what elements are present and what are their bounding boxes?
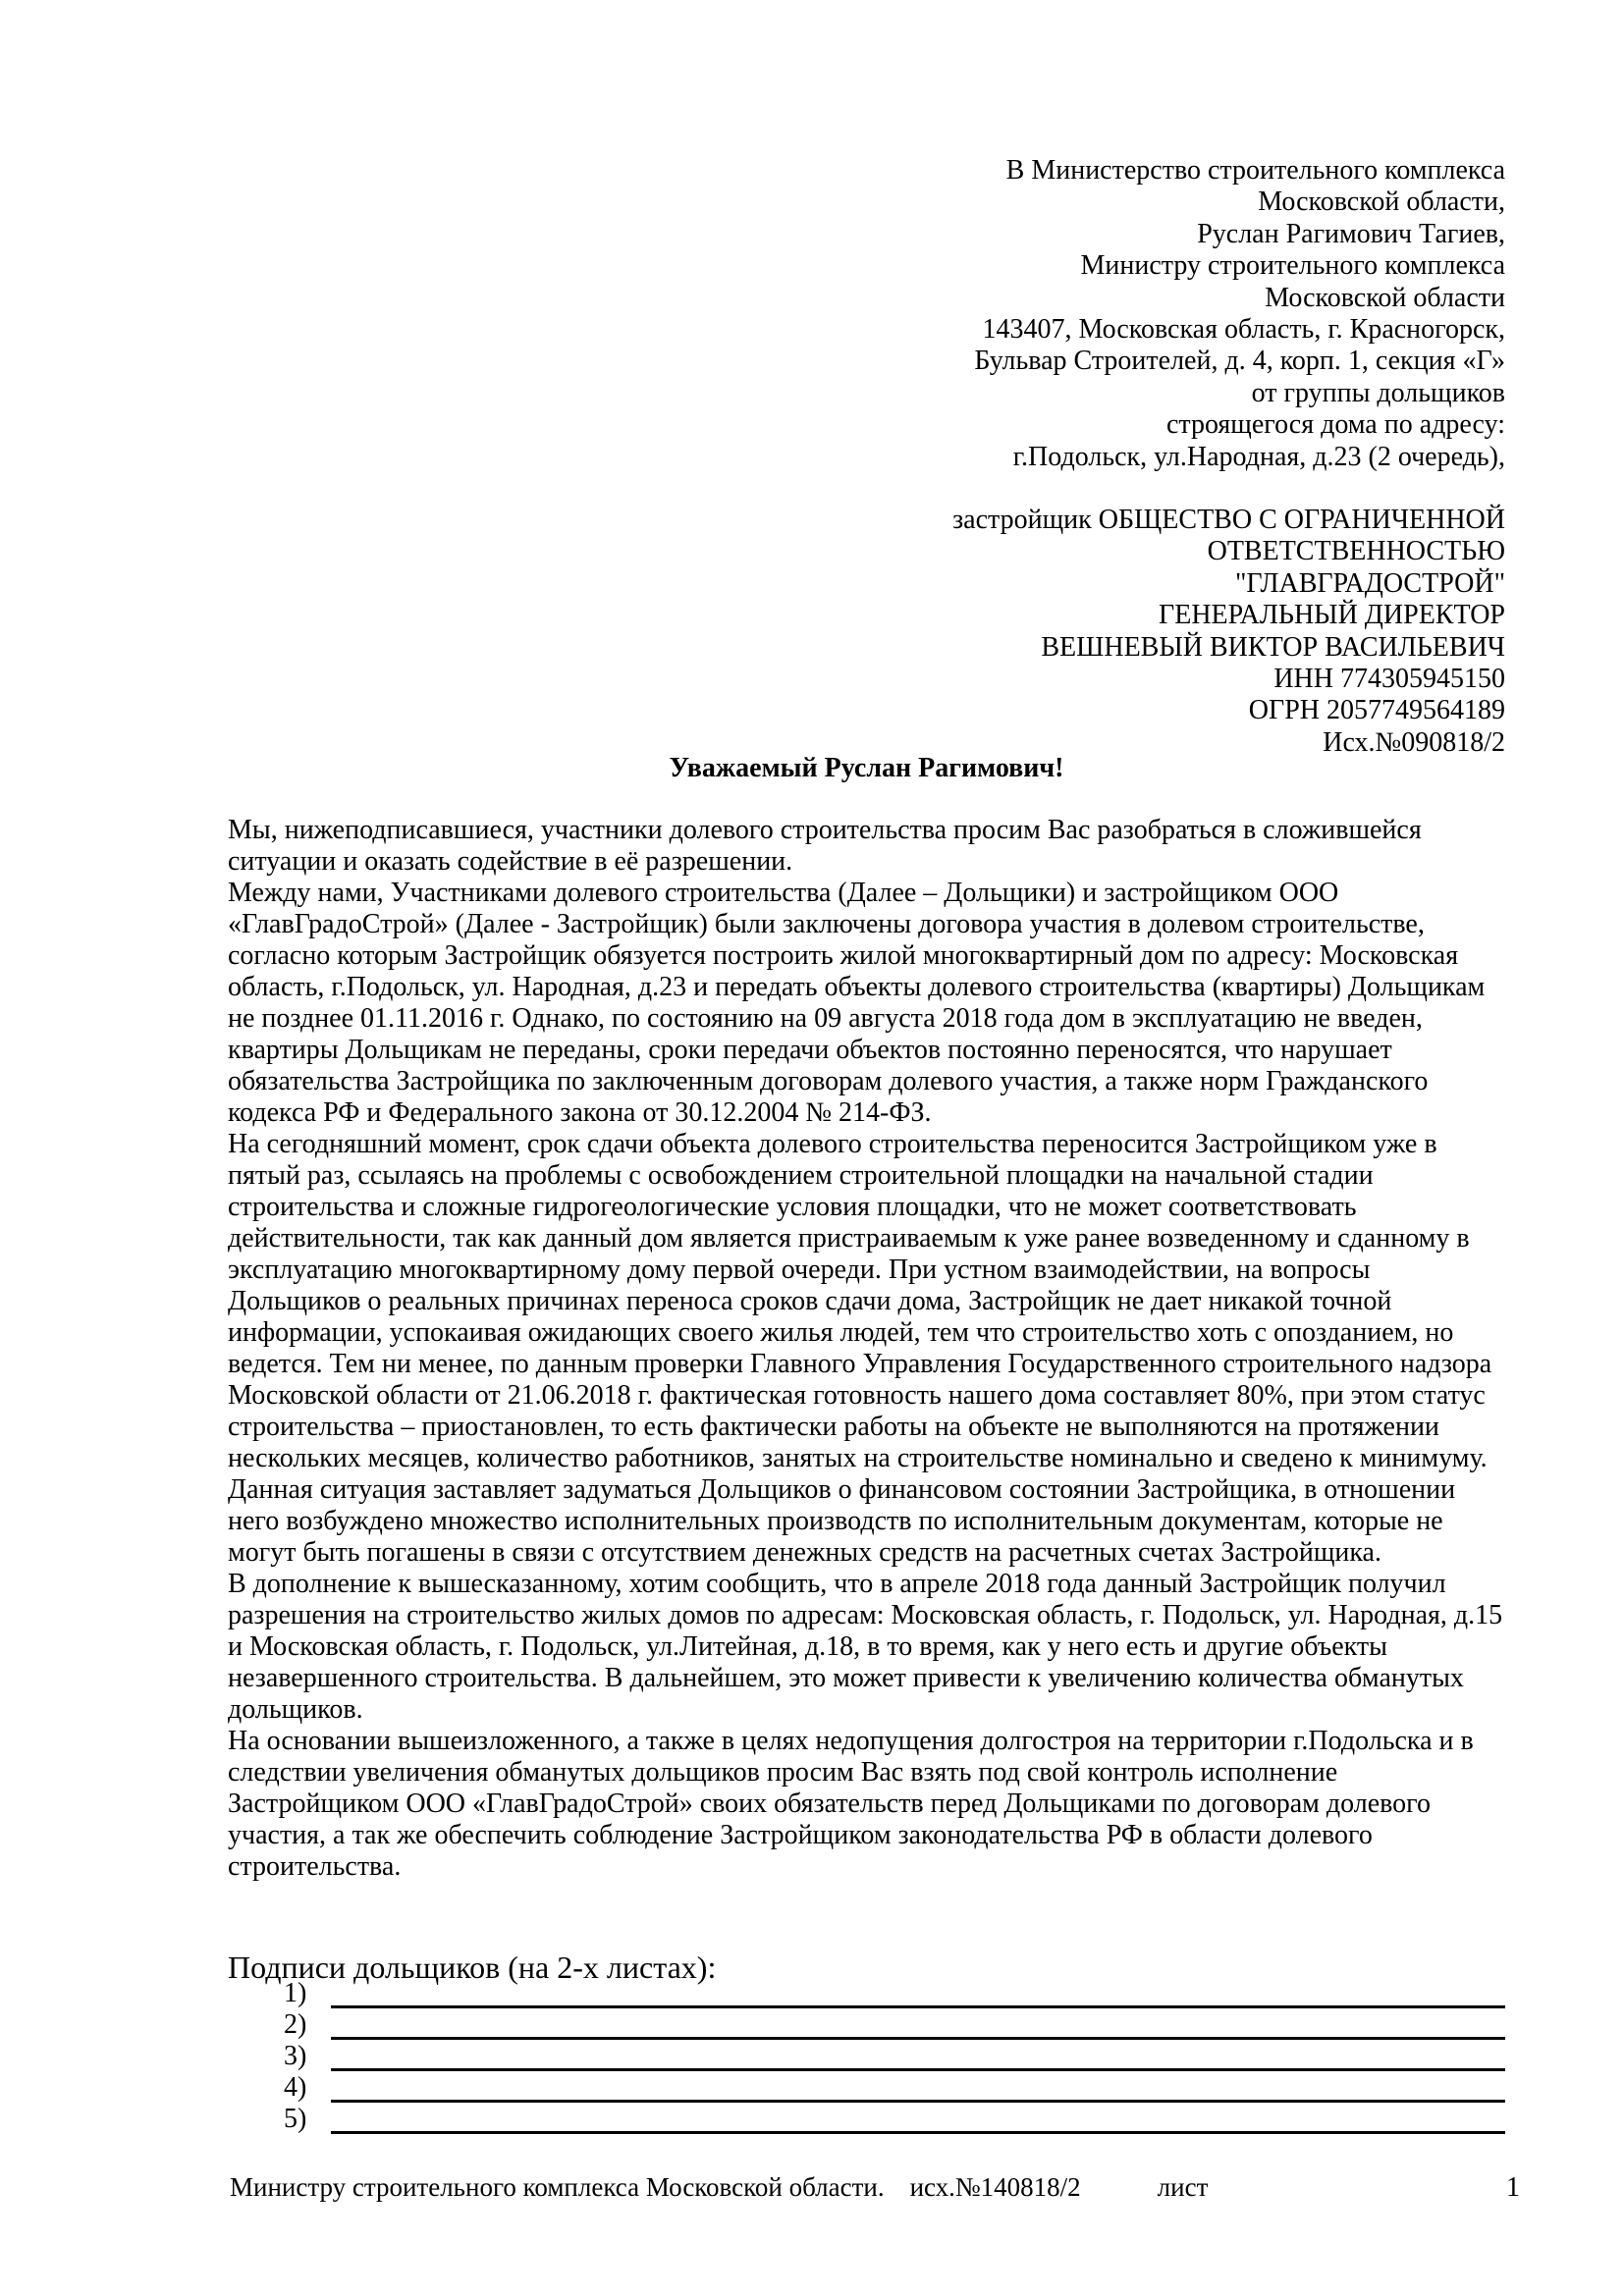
signature-row bbox=[228, 2008, 1505, 2040]
footer-sheet-label: лист bbox=[1157, 2172, 1209, 2202]
signature-number: 4) bbox=[284, 2072, 307, 2103]
footer-ref-number: исх.№140818/2 bbox=[909, 2172, 1081, 2202]
signature-line bbox=[331, 2008, 1505, 2040]
signature-line bbox=[331, 2071, 1505, 2103]
footer-page-number: 1 bbox=[1506, 2172, 1520, 2203]
page-footer bbox=[230, 2171, 1520, 2204]
signatures-heading: Подписи дольщиков (на 2-х листах): bbox=[228, 1949, 717, 1985]
footer-addressee: Министру строительного комплекса Московской области. bbox=[230, 2172, 885, 2202]
signature-number: 5) bbox=[284, 2104, 307, 2134]
signature-rows bbox=[228, 1977, 1505, 2134]
signature-row bbox=[228, 2103, 1505, 2134]
body-paragraph-contracts: Между нами, Участниками долевого строительства (Далее – Дольщики) и застройщиком ООО «ГлавГрадоСтрой» (Далее - Застройщик) были заключены договора участия в долевом строительстве, согласно которым Застройщик обязуется построить жилой многоквартирный дом по адресу: Московская область, г.Подольск, ул. Народная, д.23 и передать объекты долевого строительства (квартиры) Дольщикам не позднее 01.11.2016 г. Однако, по состоянию на 09 августа 2018 года дом в эксплуатацию не введен, квартиры Дольщикам не переданы, сроки передачи объектов постоянно переносятся, что нарушает обязательства Застройщика по заключенным договорам долевого участия, а также норм Гражданского кодекса РФ и Федерального закона от 30.12.2004 № 214-ФЗ. bbox=[228, 878, 1486, 1128]
signature-number: 3) bbox=[284, 2041, 307, 2071]
salutation-title: Уважаемый Руслан Рагимович! bbox=[669, 753, 1064, 783]
body-paragraph-delays: На сегодняшний момент, срок сдачи объекта долевого строительства переносится Застройщиком уже в пятый раз, ссылаясь на проблемы с освобождением строительной площадки на начальной стадии строительства и сложные гидрогеологические условия площадки, что не может соответствовать действительности, так как данный дом является пристраиваемым к уже ранее возведенному и сданному в эксплуатацию многоквартирному дому первой очереди. При устном взаимодействии, на вопросы Дольщиков о реальных причинах переноса сроков сдачи дома, Застройщик не дает никакой точной информации, успокаивая ожидающих своего жилья людей, тем что строительство хоть с опозданием, но ведется. Тем ни менее, по данным проверки Главного Управления Государственного строительного надзора Московской области от 21.06.2018 г. фактическая готовность нашего дома составляет 80%, при этом статус строительства – приостановлен, то есть фактически работы на объекте не выполняются на протяжении нескольких месяцев, количество работников, занятых на строительстве номинально и сведено к минимуму. bbox=[228, 1129, 1492, 1473]
signature-line bbox=[331, 2103, 1505, 2134]
recipient-address-block: В Министерство строительного комплекса Московской области, Руслан Рагимович Тагиев, Министру строительного комплекса Московской области 143407, Московская область, г. Красногорск, Бульвар Строителей, д. 4, корп. 1, секция «Г» от группы дольщиков строящегося дома по адресу: г.Подольск, ул.Народная, д.23 (2 очередь), bbox=[974, 155, 1505, 472]
signature-line bbox=[331, 2040, 1505, 2071]
signature-row bbox=[228, 2071, 1505, 2103]
developer-info-block: застройщик ОБЩЕСТВО С ОГРАНИЧЕННОЙ ОТВЕТСТВЕННОСТЬЮ "ГЛАВГРАДОСТРОЙ" ГЕНЕРАЛЬНЫЙ ДИРЕКТОР ВЕШНЕВЫЙ ВИКТОР ВАСИЛЬЕВИЧ ИНН 774305945150 ОГРН 2057749564189 Исх.№090818/2 bbox=[952, 505, 1505, 758]
signature-number: 1) bbox=[284, 1978, 307, 2008]
body-paragraph-new-permits: В дополнение к вышесказанному, хотим сообщить, что в апреле 2018 года данный Застройщик получил разрешения на строительство жилых домов по адресам: Московская область, г. Подольск, ул. Народная, д.15 и Московская область, г. Подольск, ул.Литейная, д.18, в то время, как у него есть и другие объекты незавершенного строительства. В дальнейшем, это может привести к увеличению количества обманутых дольщиков. bbox=[228, 1569, 1503, 1725]
body-paragraph-intro: Мы, нижеподписавшиеся, участники долевого строительства просим Вас разобраться в сложившейся ситуации и оказать содействие в её разрешении. bbox=[228, 815, 1422, 877]
signature-row bbox=[228, 2040, 1505, 2071]
signature-number: 2) bbox=[284, 2009, 307, 2040]
body-paragraph-finances: Данная ситуация заставляет задуматься Дольщиков о финансовом состоянии Застройщика, в отношении него возбуждено множество исполнительных производств по исполнительным документам, которые не могут быть погашены в связи с отсутствием денежных средств на расчетных счетах Застройщика. bbox=[228, 1474, 1456, 1568]
signature-row bbox=[228, 1977, 1505, 2008]
body-text bbox=[228, 815, 1505, 1883]
body-paragraph-request: На основании вышеизложенного, а также в целях недопущения долгостроя на территории г.Подольска и в следствии увеличения обманутых дольщиков просим Вас взять под свой контроль исполнение Застройщиком ООО «ГлавГрадоСтрой» своих обязательств перед Дольщиками по договорам долевого участия, а так же обеспечить соблюдение Застройщиком законодательства РФ в области долевого строительства. bbox=[228, 1726, 1474, 1882]
signature-line bbox=[331, 1977, 1505, 2008]
